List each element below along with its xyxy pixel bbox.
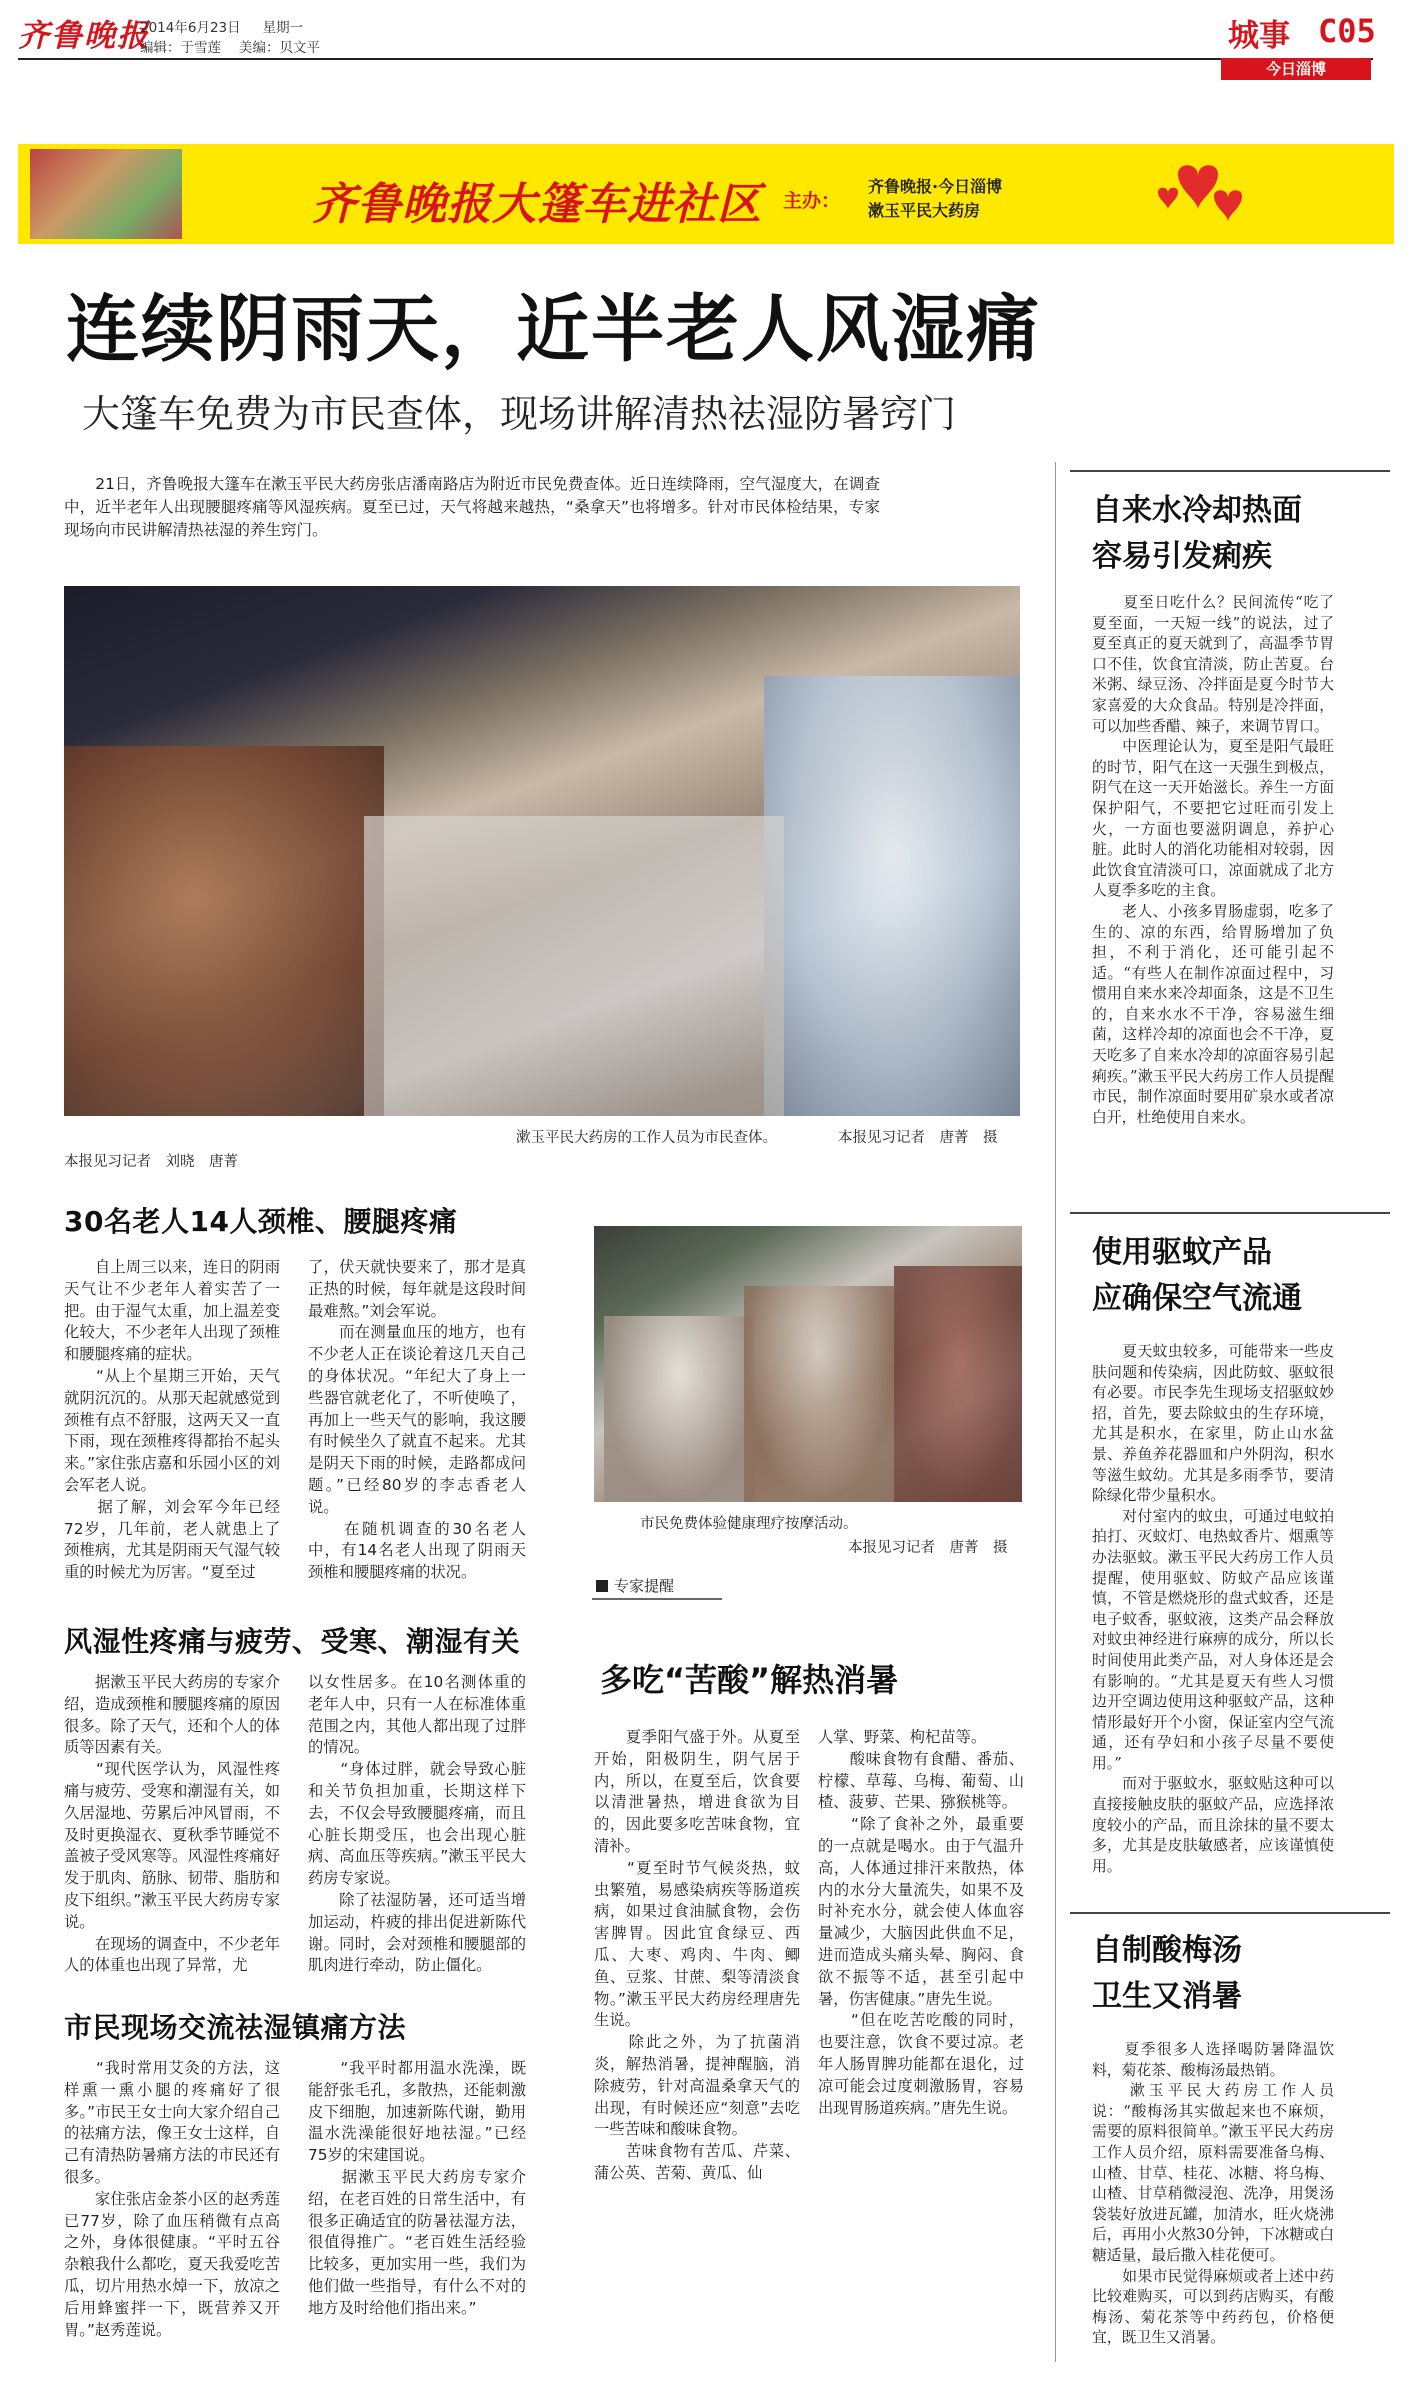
expert-tag bbox=[592, 1574, 722, 1600]
date: 2014年6月23日 bbox=[140, 20, 241, 36]
photo-figure bbox=[744, 1286, 894, 1502]
photo2-credit: 本报见习记者 唐菁 摄 bbox=[848, 1540, 1008, 1556]
photo-figure bbox=[894, 1266, 1022, 1502]
side2-heading bbox=[1092, 1230, 1302, 1322]
side3-top-rule bbox=[1070, 1912, 1390, 1914]
photo2-caption: 市民免费体验健康理疗按摩活动。 bbox=[640, 1516, 858, 1532]
section2-col2: 以女性居多。在10名测体重的老年人中，只有一人在标准体重范围之内，其他人都出现了过胖的情况。 “身体过胖，就会导致心脏和关节负担加重，长期这样下去，不仅会导致腰腿疼痛，而且心脏长期受压，也会出现心脏病、高血压等疾病。”漱玉平民大药房专家说。 除了祛湿防暑，还可适当增加运动，杵疲的排出促进新陈代谢。同时，会对颈椎和腰腿部的肌肉进行牵动，防止僵化。 bbox=[308, 1673, 526, 1975]
sponsor-label: 主办： bbox=[783, 190, 841, 212]
photo-table bbox=[364, 816, 784, 1116]
lead-paragraph: 21日，齐鲁晚报大篷车在漱玉平民大药房张店潘南路店为附近市民免费查体。近日连续降雨，空气湿度大，在调查中，近半老年人出现腰腿疼痛等风湿疾病。夏至已过，天气将越来越热，“桑拿天”也将增多。针对市民体检结果，专家现场向市民讲解清热祛湿的养生窍门。 bbox=[64, 475, 880, 539]
section-name: 城事 bbox=[1228, 18, 1290, 54]
side2-heading-line1: 使用驱蚊产品 bbox=[1092, 1235, 1272, 1270]
byline: 本报见习记者 刘晓 唐菁 bbox=[64, 1154, 238, 1170]
side3-heading-line2: 卫生又消暑 bbox=[1092, 1979, 1242, 2014]
photo-figure bbox=[604, 1316, 754, 1502]
section3-col2: “我平时都用温水洗澡，既能舒张毛孔，多散热，还能刺激皮下细胞，加速新陈代谢，勤用温水洗澡能很好地祛湿。”已经75岁的宋建国说。 据漱玉平民大药房专家介绍，在老百姓的日常生活中，有很多正确适宜的防暑祛湿方法，很值得推广。“老百姓生活经验比较多，更加实用一些，我们为他们做一些指导，有什么不对的地方及时给他们指出来。” bbox=[308, 2059, 526, 2317]
sponsor-2: 漱玉平民大药房 bbox=[868, 201, 981, 220]
section1-heading: 30名老人14人颈椎、腰腿疼痛 bbox=[64, 1205, 458, 1238]
sponsor-1: 齐鲁晚报·今日淄博 bbox=[868, 177, 1003, 196]
expert-tag-icon bbox=[596, 1580, 608, 1592]
photo1-credit: 本报见习记者 唐菁 摄 bbox=[838, 1130, 998, 1146]
editor-line bbox=[140, 36, 320, 56]
side3-heading bbox=[1092, 1928, 1242, 2020]
event-banner bbox=[18, 144, 1394, 244]
expert-col2: 人掌、野菜、枸杞苗等。 酸味食物有食醋、番茄、柠檬、草莓、乌梅、葡萄、山楂、菠萝、芒果、猕猴桃等。 “除了食补之外，最重要的一点就是喝水。由于气温升高，人体通过排汗来散热，体内的水分大量流失，如果不及时补充水分，就会使人体血容量减少，大脑因此供血不足，进而造成头痛头晕、胸闷、食欲不振等不适，甚至引起中暑，伤害健康。”唐先生说。 “但在吃苦吃酸的同时，也要注意，饮食不要过凉。老年人肠胃脾功能都在退化，过凉可能会过度刺激肠胃，容易出现胃肠道疾病。”唐先生说。 bbox=[818, 1728, 1024, 2117]
heart-icon bbox=[1148, 152, 1268, 240]
expert-tag-label: 专家提醒 bbox=[614, 1577, 675, 1595]
headline: 连续阴雨天，近半老人风湿痛 bbox=[66, 287, 1041, 372]
expert-col1: 夏季阳气盛于外。从夏至开始，阳极阴生，阴气居于内，所以，在夏至后，饮食要以清泄暑热，增进食欲为目的，因此要多吃苦味食物，宜清补。 “夏至时节气候炎热，蚊虫繁殖，易感染病疾等肠道疾病，如果过食油腻食物，会伤害脾胃。因此宜食绿豆、西瓜、大枣、鸡肉、牛肉、鲫鱼、豆浆、甘蔗、梨等清淡食物。”漱玉平民大药房经理唐先生说。 除此之外，为了抗菌消炎，解热消暑，提神醒脑，消除疲劳，针对高温桑拿天气的出现，有时候还应“刻意”去吃一些苦味和酸味食物。 苦味食物有苦瓜、芹菜、蒲公英、苦菊、黄瓜、仙 bbox=[594, 1728, 800, 2182]
banner-photo bbox=[30, 149, 182, 239]
subheadline: 大篷车免费为市民查体，现场讲解清热祛湿防暑窍门 bbox=[82, 392, 957, 436]
photo-figure bbox=[764, 676, 1020, 1116]
photo-figure bbox=[64, 746, 384, 1116]
photo1-caption: 漱玉平民大药房的工作人员为市民查体。 bbox=[516, 1130, 777, 1146]
masthead: 齐鲁晚报 bbox=[18, 18, 150, 54]
side1-heading bbox=[1092, 488, 1302, 580]
side3-body: 夏季很多人选择喝防暑降温饮料，菊花茶、酸梅汤最热销。 漱玉平民大药房工作人员说：“酸梅汤其实做起来也不麻烦，需要的原料很简单。”漱玉平民大药房工作人员介绍，原料需要准备乌梅、山楂、甘草、桂花、冰糖、将乌梅、山楂、甘草稍微浸泡、洗净，用煲汤袋装好放进瓦罐，加清水，旺火烧沸后，再用小火熬30分钟，下冰糖或白糖适量，最后撒入桂花便可。 如果市民觉得麻烦或者上述中药比较难购买，可以到药店购买，有酸梅汤、菊花茶等中药药包，价格便宜，既卫生又消暑。 bbox=[1092, 2041, 1334, 2347]
sub-section-tab: 今日淄博 bbox=[1221, 58, 1371, 80]
expert-heading: 多吃“苦酸”解热消暑 bbox=[600, 1661, 899, 1699]
side1-heading-line1: 自来水冷却热面 bbox=[1092, 493, 1302, 528]
page-number: C05 bbox=[1318, 12, 1376, 50]
side1-heading-line2: 容易引发痢疾 bbox=[1092, 539, 1272, 574]
section2-col1: 据漱玉平民大药房的专家介绍，造成颈椎和腰腿疼痛的原因很多。除了天气，还和个人的体质等因素有关。 “现代医学认为，风湿性疼痛与疲劳、受寒和潮湿有关，如久居湿地、劳累后冲风冒雨，不及时更换湿衣、夏秋季节睡觉不盖被子受风寒等。风湿性疼痛好发于肌肉、筋脉、韧带、脂肪和皮下组织。”漱玉平民大药房专家说。 在现场的调查中，不少老年人的体重也出现了异常，尤 bbox=[64, 1673, 280, 1975]
header-rule bbox=[18, 58, 1373, 60]
massage-photo bbox=[594, 1226, 1022, 1502]
side2-top-rule bbox=[1070, 1212, 1390, 1214]
section1-col2: 了，伏天就快要来了，那才是真正热的时候，每年就是这段时间最难熬。”刘会军说。 而在测量血压的地方，也有不少老人正在谈论着这几天自己的身体状况。“年纪大了身上一些器官就老化了，不听使唤了，再加上一些天气的影响，我这腰有时候坐久了就直不起来。尤其是阴天下雨的时候，走路都成问题。”已经80岁的李志香老人说。 在随机调查的30名老人中，有14名老人出现了阴雨天颈椎和腰腿疼痛的状况。 bbox=[308, 1258, 526, 1582]
section3-heading: 市民现场交流祛湿镇痛方法 bbox=[64, 2011, 407, 2044]
side2-heading-line2: 应确保空气流通 bbox=[1092, 1281, 1302, 1316]
side1-top-rule bbox=[1070, 470, 1390, 472]
side2-body: 夏天蚊虫较多，可能带来一些皮肤问题和传染病，因此防蚊、驱蚊很有必要。市民李先生现场支招驱蚊妙招，首先，要去除蚊虫的生存环境，尤其是积水，在家里，防止山水盆景、养鱼养花器皿和户外阴沟，积水等滋生蚊幼。尤其是多雨季节，要清除绿化带少量积水。 对付室内的蚊虫，可通过电蚊拍拍打、灭蚊灯、电热蚊香片、烟熏等办法驱蚊。漱玉平民大药房工作人员提醒，使用驱蚊、防蚊产品应该谨慎，不管是燃烧形的盘式蚊香，还是电子蚊香，驱蚊液，这类产品会释放对蚊虫神经进行麻痹的成分，所以长时间使用此类产品，对人身体还是会有影响的。“尤其是夏天有些人习惯边开空调边使用这种驱蚊产品，这种情形最好开个小窗，保证室内空气流通，还有孕妇和小孩子尽量不要使用。” 而对于驱蚊水，驱蚊贴这种可以直接接触皮肤的驱蚊产品，应选择浓度较小的产品，而且涂抹的量不要太多，尤其是皮肤敏感者，应该谨慎使用。 bbox=[1092, 1343, 1334, 1875]
weekday: 星期一 bbox=[262, 20, 304, 36]
issue-date bbox=[140, 16, 303, 36]
side3-heading-line1: 自制酸梅汤 bbox=[1092, 1933, 1242, 1968]
designer: 美编：贝文平 bbox=[239, 40, 320, 56]
right-column-divider bbox=[1055, 462, 1056, 2362]
banner-title: 齐鲁晚报大篷车进社区 bbox=[312, 179, 762, 230]
editor: 编辑：于雪莲 bbox=[140, 40, 221, 56]
section1-col1: 自上周三以来，连日的阴雨天气让不少老年人着实苦了一把。由于湿气太重，加上温差变化较大，不少老年人出现了颈椎和腰腿疼痛的症状。 “从上个星期三开始，天气就阴沉沉的。从那天起就感觉到颈椎有点不舒服，这两天又一直下雨，现在颈椎疼得都抬不起头来。”家住张店嘉和乐园小区的刘会军老人说。 据了解，刘会军今年已经72岁，几年前，老人就患上了颈椎病，尤其是阴雨天气湿气较重的时候尤为厉害。“夏至过 bbox=[64, 1258, 280, 1582]
side1-body: 夏至日吃什么？民间流传“吃了夏至面，一天短一线”的说法，过了夏至真正的夏天就到了，高温季节胃口不佳，饮食宜清淡，防止苦夏。台米粥、绿豆汤、冷拌面是夏今时节大家喜爱的大众食品。特别是冷拌面，可以加些香醋、辣子，来调节胃口。 中医理论认为，夏至是阳气最旺的时节，阳气在这一天强生到极点，阴气在这一天开始滋长。养生一方面保护阳气，不要把它过旺而引发上火，一方面也要滋阴调息，养护心脏。此时人的消化功能相对较弱，因此饮食宜清淡可口，凉面就成了北方人夏季多吃的主食。 老人、小孩多胃肠虚弱，吃多了生的、凉的东西，给胃肠增加了负担，不利于消化，还可能引起不适。“有些人在制作凉面过程中，习惯用自来水来冷却面条，这是不卫生的，自来水水不干净，容易滋生细菌，这样冷却的凉面也会不干净，夏天吃多了自来水冷却的凉面容易引起痢疾。”漱玉平民大药房工作人员提醒市民，制作凉面时要用矿泉水或者凉白开，杜绝使用自来水。 bbox=[1092, 594, 1334, 1126]
section2-heading: 风湿性疼痛与疲劳、受寒、潮湿有关 bbox=[64, 1625, 521, 1658]
main-photo bbox=[64, 586, 1020, 1116]
section3-col1: “我时常用艾灸的方法，这样熏一熏小腿的疼痛好了很多。”市民王女士向大家介绍自己的祛痛方法，像王女士这样，自己有清热防暑痛方法的市民还有很多。 家住张店金茶小区的赵秀莲已77岁，除了血压稍微有点高之外，身体很健康。“平时五谷杂粮我什么都吃，夏天我爱吃苦瓜，切片用热水焯一下，放凉之后用蜂蜜拌一下，既营养又开胃。”赵秀莲说。 bbox=[64, 2059, 280, 2339]
